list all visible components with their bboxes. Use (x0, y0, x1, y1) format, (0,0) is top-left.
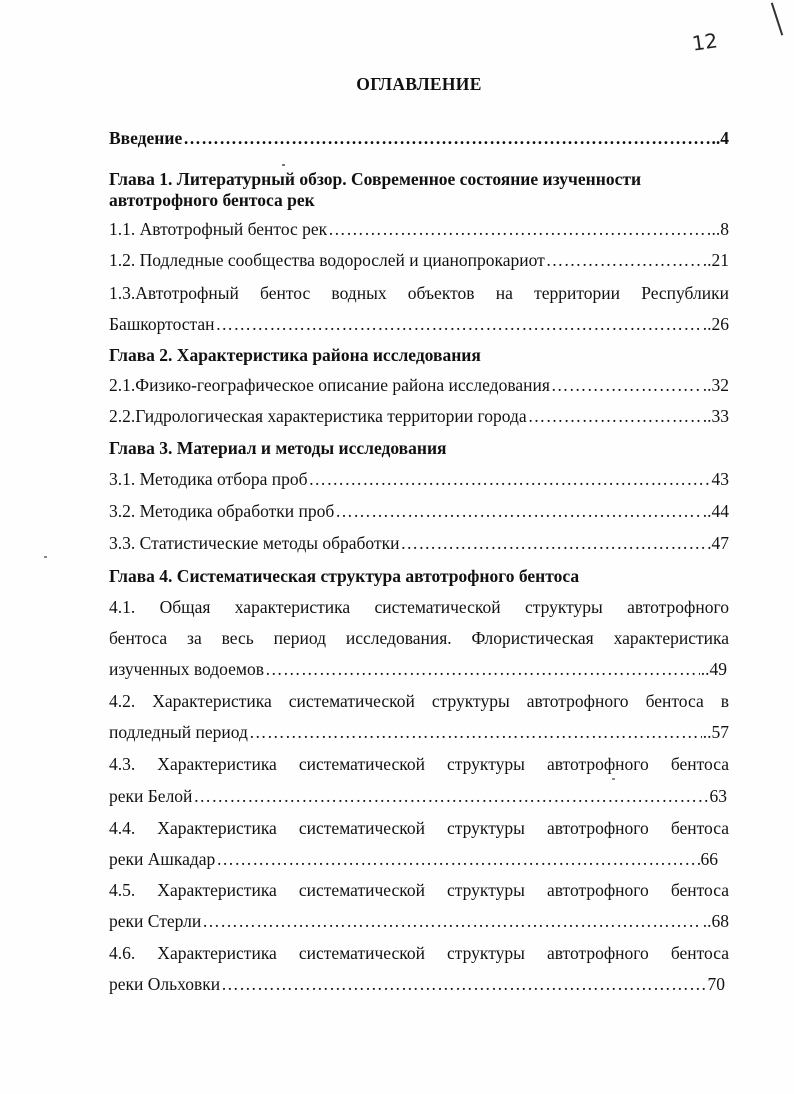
toc-entry-page: 43 (711, 469, 729, 489)
toc-leader-dots (183, 127, 710, 149)
toc-entry-label: 2.2.Гидрологическая характеристика территории города (109, 406, 527, 426)
toc-entry-1-1 (109, 218, 729, 240)
toc-entry-page: 47 (711, 533, 729, 553)
chapter-2-heading: Глава 2. Характеристика района исследования (109, 345, 481, 365)
toc-entry-page: 70 (707, 974, 725, 994)
toc-entry-label: 3.2. Методика обработки проб (109, 501, 335, 521)
toc-entry-label: 2.1.Физико-географическое описание района исследования (109, 375, 550, 395)
toc-entry-label: реки Ашкадар (109, 849, 216, 869)
toc-entry-4-1-line2: бентоса за весь период исследования. Флористическая характеристика (109, 628, 729, 648)
toc-leader-dots (202, 910, 702, 932)
toc-entry-page: ..33 (702, 406, 729, 426)
chapter-1-heading-line1: Глава 1. Литературный обзор. Современное состояние изученности (109, 169, 642, 189)
toc-leader-dots (551, 374, 702, 396)
toc-entry-label: Введение (109, 128, 183, 148)
page-title: ОГЛАВЛЕНИЕ (356, 74, 482, 94)
toc-entry-4-1 (109, 658, 727, 680)
toc-entry-intro (109, 127, 729, 149)
toc-leader-dots (309, 468, 711, 490)
toc-entry-page: ..26 (702, 314, 729, 334)
chapter-4-heading: Глава 4. Систематическая структура автотрофного бентоса (109, 566, 580, 586)
toc-entry-label: 3.1. Методика отбора проб (109, 469, 308, 489)
toc-entry-label: реки Ольховки (109, 974, 221, 994)
toc-entry-label: 1.1. Автотрофный бентос рек (109, 219, 328, 239)
toc-leader-dots (216, 848, 699, 870)
toc-entry-page: 66 (700, 849, 718, 869)
chapter-1-heading-line2: автотрофного бентоса рек (109, 190, 315, 210)
toc-entry-4-5-line1: 4.5. Характеристика систематической структуры автотрофного бентоса (109, 880, 729, 900)
handwritten-page-number: 12 (690, 28, 719, 56)
toc-entry-4-3-line1: 4.3. Характеристика систематической структуры автотрофного бентоса (109, 754, 729, 774)
toc-entry-3-3 (109, 532, 729, 554)
toc-entry-2-2 (109, 405, 729, 427)
toc-leader-dots (546, 249, 702, 271)
toc-entry-page: ..57 (702, 722, 729, 742)
toc-entry-label: реки Белой (109, 786, 193, 806)
toc-leader-dots (221, 973, 706, 995)
toc-entry-label: реки Стерли (109, 911, 202, 931)
toc-entry-4-4-line1: 4.4. Характеристика систематической структуры автотрофного бентоса (109, 818, 729, 838)
toc-entry-4-6-line1: 4.6. Характеристика систематической структуры автотрофного бентоса (109, 943, 729, 963)
toc-entry-3-2 (109, 500, 729, 522)
toc-entry-label: 3.3. Статистические методы обработки (109, 533, 400, 553)
toc-entry-page: ..68 (702, 911, 729, 931)
toc-entry-page: 63 (709, 786, 727, 806)
scan-speck (44, 556, 47, 558)
toc-leader-dots (265, 658, 700, 680)
toc-entry-2-1 (109, 374, 729, 396)
toc-entry-4-1-line1: 4.1. Общая характеристика систематической структуры автотрофного (109, 597, 729, 617)
toc-entry-page: ..21 (702, 250, 729, 270)
toc-entry-label: 1.2. Подледные сообщества водорослей и цианопрокариот (109, 250, 545, 270)
toc-entry-4-2 (109, 721, 729, 743)
toc-entry-4-2-line1: 4.2. Характеристика систематической структуры автотрофного бентоса в (109, 691, 729, 711)
toc-leader-dots (328, 218, 710, 240)
toc-entry-label: изученных водоемов (109, 659, 264, 679)
toc-entry-1-2 (109, 249, 729, 271)
toc-entry-4-6 (109, 973, 725, 995)
toc-entry-page: ..8 (711, 219, 729, 239)
toc-entry-label: подледный период (109, 722, 248, 742)
scan-speck (282, 164, 285, 166)
toc-entry-4-4 (109, 848, 718, 870)
chapter-3-heading: Глава 3. Материал и методы исследования (109, 438, 447, 458)
toc-leader-dots (193, 785, 708, 807)
toc-leader-dots (400, 532, 710, 554)
toc-entry-4-5 (109, 910, 729, 932)
scan-speck (612, 778, 615, 780)
toc-leader-dots (216, 313, 702, 335)
toc-entry-3-1 (109, 468, 729, 490)
scan-edge-mark (771, 3, 783, 36)
toc-leader-dots (528, 405, 702, 427)
toc-entry-4-3 (109, 785, 727, 807)
toc-entry-page: ..4 (711, 128, 729, 148)
toc-leader-dots (335, 500, 701, 522)
toc-entry-page: ..44 (702, 501, 729, 521)
toc-entry-label: Башкортостан (109, 314, 215, 334)
toc-leader-dots (249, 721, 702, 743)
toc-entry-page: ..49 (700, 659, 727, 679)
toc-entry-1-3-line1: 1.3.Автотрофный бентос водных объектов на территории Республики (109, 283, 729, 303)
toc-entry-1-3 (109, 313, 729, 335)
toc-entry-page: ..32 (702, 375, 729, 395)
